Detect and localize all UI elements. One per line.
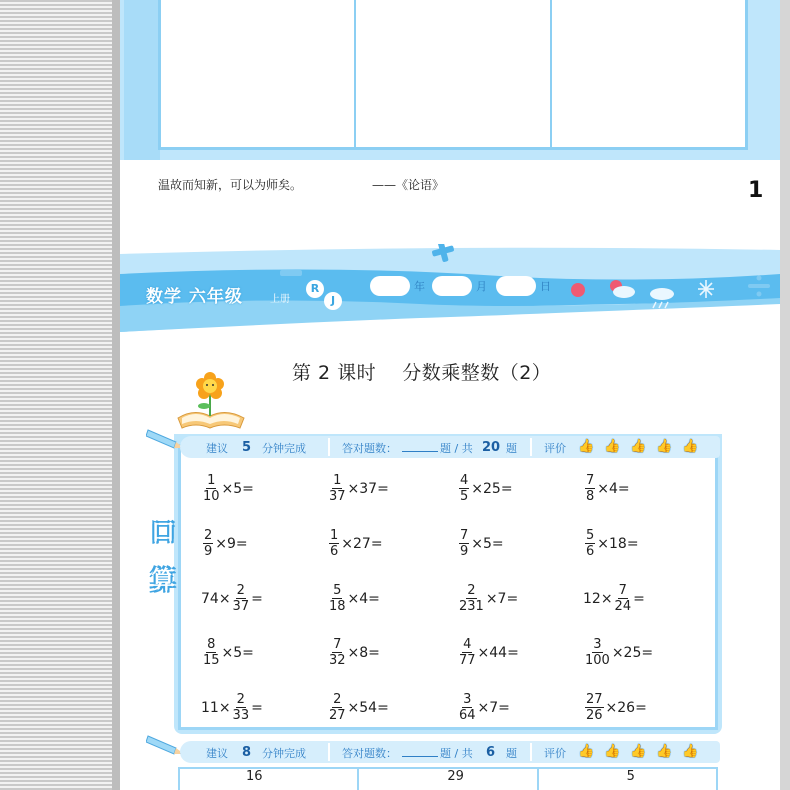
- problem-suffix: ×9=: [215, 535, 248, 552]
- table-cell: [356, 0, 551, 147]
- fraction: [203, 474, 220, 503]
- suggest-label: 建议: [206, 442, 228, 455]
- math-problem: [200, 474, 255, 503]
- numerator: 1: [207, 473, 216, 488]
- quote-source: ——《论语》: [372, 178, 445, 192]
- math-problem: [582, 584, 646, 613]
- correct-count-label: 答对题数：: [342, 747, 397, 760]
- fraction: [585, 693, 604, 722]
- page-number: 1: [748, 178, 764, 203]
- numerator: 5: [586, 528, 595, 543]
- problem-suffix: ×4=: [597, 480, 630, 497]
- denominator: 37: [329, 489, 346, 504]
- problem-suffix: =: [251, 590, 263, 607]
- worksheet-page: [120, 240, 780, 790]
- numerator: 7: [333, 637, 342, 652]
- denominator: 32: [329, 653, 346, 668]
- problem-suffix: ×37=: [347, 480, 389, 497]
- total-suffix: 题: [506, 442, 517, 455]
- section2-header-bar: [180, 741, 720, 763]
- math-problem: [200, 638, 255, 667]
- numerator: 2: [236, 692, 245, 707]
- math-problem: [456, 584, 519, 613]
- thumb-icon[interactable]: 👍: [578, 439, 595, 454]
- book-flower-icon: [174, 368, 246, 432]
- fraction: [459, 529, 469, 558]
- correct-count-field[interactable]: [402, 745, 438, 757]
- math-problem: [456, 638, 520, 667]
- section1-header-bar: [180, 436, 720, 458]
- problem-suffix: ×7=: [485, 590, 519, 607]
- problem-suffix: ×8=: [347, 644, 380, 661]
- denominator: 6: [330, 544, 339, 559]
- thumb-icon[interactable]: 👍: [682, 439, 699, 454]
- problem-suffix: ×25=: [471, 480, 513, 497]
- numerator: 2: [204, 528, 213, 543]
- suggest-minutes: 5: [242, 440, 252, 455]
- numerator: 4: [463, 637, 472, 652]
- thumb-icon[interactable]: 👍: [630, 439, 647, 454]
- problem-suffix: ×5=: [221, 480, 254, 497]
- badge-r: R: [306, 280, 324, 298]
- fraction: [203, 638, 220, 667]
- math-problem: [326, 584, 381, 613]
- suggest-suffix: 分钟完成: [262, 442, 306, 455]
- denominator: 33: [232, 708, 250, 723]
- numerator: 1: [333, 473, 342, 488]
- numerator: 2: [333, 692, 342, 707]
- numerator: 5: [333, 583, 342, 598]
- numerator: 3: [593, 637, 602, 652]
- grid-cell: [180, 769, 359, 790]
- fraction: [585, 474, 595, 503]
- table-cell: [161, 0, 356, 147]
- fraction: [329, 584, 346, 613]
- problem-suffix: ×18=: [597, 535, 639, 552]
- denominator: 77: [459, 653, 476, 668]
- quote-text: 温故而知新，可以为师矣。: [158, 178, 303, 192]
- problem-suffix: ×26=: [605, 699, 647, 716]
- grid-cell: [359, 769, 538, 790]
- side-label-kou: 口: [151, 518, 175, 546]
- partial-numerator: 16: [246, 769, 263, 784]
- binding-strip: [0, 0, 120, 790]
- fraction: [459, 638, 476, 667]
- denominator: 10: [203, 489, 220, 504]
- denominator: 231: [459, 599, 484, 614]
- math-problem: [456, 474, 514, 503]
- denominator: 18: [329, 599, 346, 614]
- fraction: [329, 529, 339, 558]
- total-suffix: 题: [506, 747, 517, 760]
- day-label: 日: [540, 280, 551, 293]
- suggest-suffix: 分钟完成: [262, 747, 306, 760]
- denominator: 37: [232, 599, 250, 614]
- problem-suffix: ×5=: [221, 644, 254, 661]
- binding-edge: [112, 0, 120, 790]
- frame-decoration: [124, 0, 160, 160]
- correct-count-field[interactable]: [402, 440, 438, 452]
- correct-count-label: 答对题数：: [342, 442, 397, 455]
- problem-prefix: 11×: [201, 699, 231, 716]
- previous-page: [120, 0, 780, 240]
- math-problem: [326, 529, 384, 558]
- partial-numerator: 5: [626, 769, 635, 784]
- fraction: [585, 529, 595, 558]
- suggest-label: 建议: [206, 747, 228, 760]
- math-problem: [456, 693, 511, 722]
- numerator: 4: [460, 473, 469, 488]
- denominator: 6: [586, 544, 595, 559]
- bar-divider: [328, 743, 330, 761]
- grid-cell: [539, 769, 716, 790]
- fraction: [329, 638, 346, 667]
- banner-volume: 上册: [270, 294, 290, 305]
- thumb-icon[interactable]: 👍: [682, 744, 699, 759]
- problem-suffix: ×44=: [477, 644, 519, 661]
- thumb-icon[interactable]: 👍: [656, 744, 673, 759]
- denominator: 9: [460, 544, 469, 559]
- suggest-minutes: 8: [242, 745, 252, 760]
- fraction: [459, 693, 476, 722]
- fraction: [329, 693, 346, 722]
- numerator: 7: [460, 528, 469, 543]
- bar-divider: [530, 743, 532, 761]
- thumb-icon[interactable]: 👍: [630, 744, 647, 759]
- denominator: 27: [329, 708, 346, 723]
- fraction: [329, 474, 346, 503]
- math-problem: [456, 529, 505, 558]
- numerator: 7: [618, 583, 627, 598]
- section2-grid: [178, 767, 718, 790]
- problem-suffix: =: [251, 699, 263, 716]
- total-count: 6: [486, 745, 496, 760]
- math-problem: [582, 474, 631, 503]
- fraction: [615, 584, 632, 613]
- problem-suffix: ×7=: [477, 699, 510, 716]
- problem-suffix: ×4=: [347, 590, 380, 607]
- numerator: 8: [207, 637, 216, 652]
- denominator: 24: [614, 599, 632, 614]
- bar-divider: [530, 438, 532, 456]
- month-field[interactable]: [432, 276, 472, 296]
- math-problem: [582, 529, 640, 558]
- banner-title: 数学 六年级: [146, 287, 243, 307]
- problem-suffix: ×25=: [611, 644, 654, 661]
- math-problem: [200, 693, 264, 722]
- denominator: 100: [585, 653, 610, 668]
- partial-numerator: 29: [447, 769, 464, 784]
- math-problem: [200, 529, 249, 558]
- thumb-icon[interactable]: 👍: [604, 744, 621, 759]
- problem-suffix: ×27=: [341, 535, 383, 552]
- denominator: 8: [586, 489, 595, 504]
- fraction: [233, 693, 250, 722]
- problem-prefix: 12×: [583, 590, 613, 607]
- math-problem: [582, 693, 648, 722]
- denominator: 15: [203, 653, 220, 668]
- total-count: 20: [482, 440, 501, 455]
- numerator: 2: [236, 583, 245, 598]
- numerator: 1: [330, 528, 339, 543]
- total-prefix: 题 / 共: [440, 747, 473, 760]
- bar-divider: [328, 438, 330, 456]
- year-label: 年: [414, 280, 425, 293]
- year-field[interactable]: [370, 276, 410, 296]
- problem-suffix: ×5=: [471, 535, 504, 552]
- side-label-suan: 算: [151, 566, 175, 594]
- previous-page-table: [158, 0, 748, 150]
- denominator: 9: [204, 544, 213, 559]
- table-cell: [552, 0, 745, 147]
- numerator: 3: [463, 692, 472, 707]
- month-label: 月: [476, 280, 487, 293]
- numerator: 27: [586, 692, 603, 707]
- math-problem: [326, 693, 390, 722]
- badge-j: J: [324, 292, 342, 310]
- thumb-icon[interactable]: 👍: [604, 439, 621, 454]
- math-problem: [200, 584, 264, 613]
- math-problem: [326, 638, 381, 667]
- fraction: [459, 584, 484, 613]
- problem-suffix: ×54=: [347, 699, 389, 716]
- fraction: [233, 584, 250, 613]
- fraction: [585, 638, 610, 667]
- denominator: 64: [459, 708, 476, 723]
- thumb-icon[interactable]: 👍: [656, 439, 673, 454]
- total-prefix: 题 / 共: [440, 442, 473, 455]
- problem-suffix: =: [633, 590, 645, 607]
- problem-prefix: 74×: [201, 590, 231, 607]
- thumb-icon[interactable]: 👍: [578, 744, 595, 759]
- lesson-title: 第 2 课时 分数乘整数（2）: [292, 362, 552, 384]
- numerator: 7: [586, 473, 595, 488]
- fraction: [203, 529, 213, 558]
- fraction: [459, 474, 469, 503]
- denominator: 26: [586, 708, 603, 723]
- right-page-edge: [780, 0, 790, 790]
- math-problem: [582, 638, 654, 667]
- rating-label: 评价: [544, 442, 566, 455]
- day-field[interactable]: [496, 276, 536, 296]
- math-problem: [326, 474, 390, 503]
- rating-label: 评价: [544, 747, 566, 760]
- numerator: 2: [467, 583, 476, 598]
- denominator: 5: [460, 489, 469, 504]
